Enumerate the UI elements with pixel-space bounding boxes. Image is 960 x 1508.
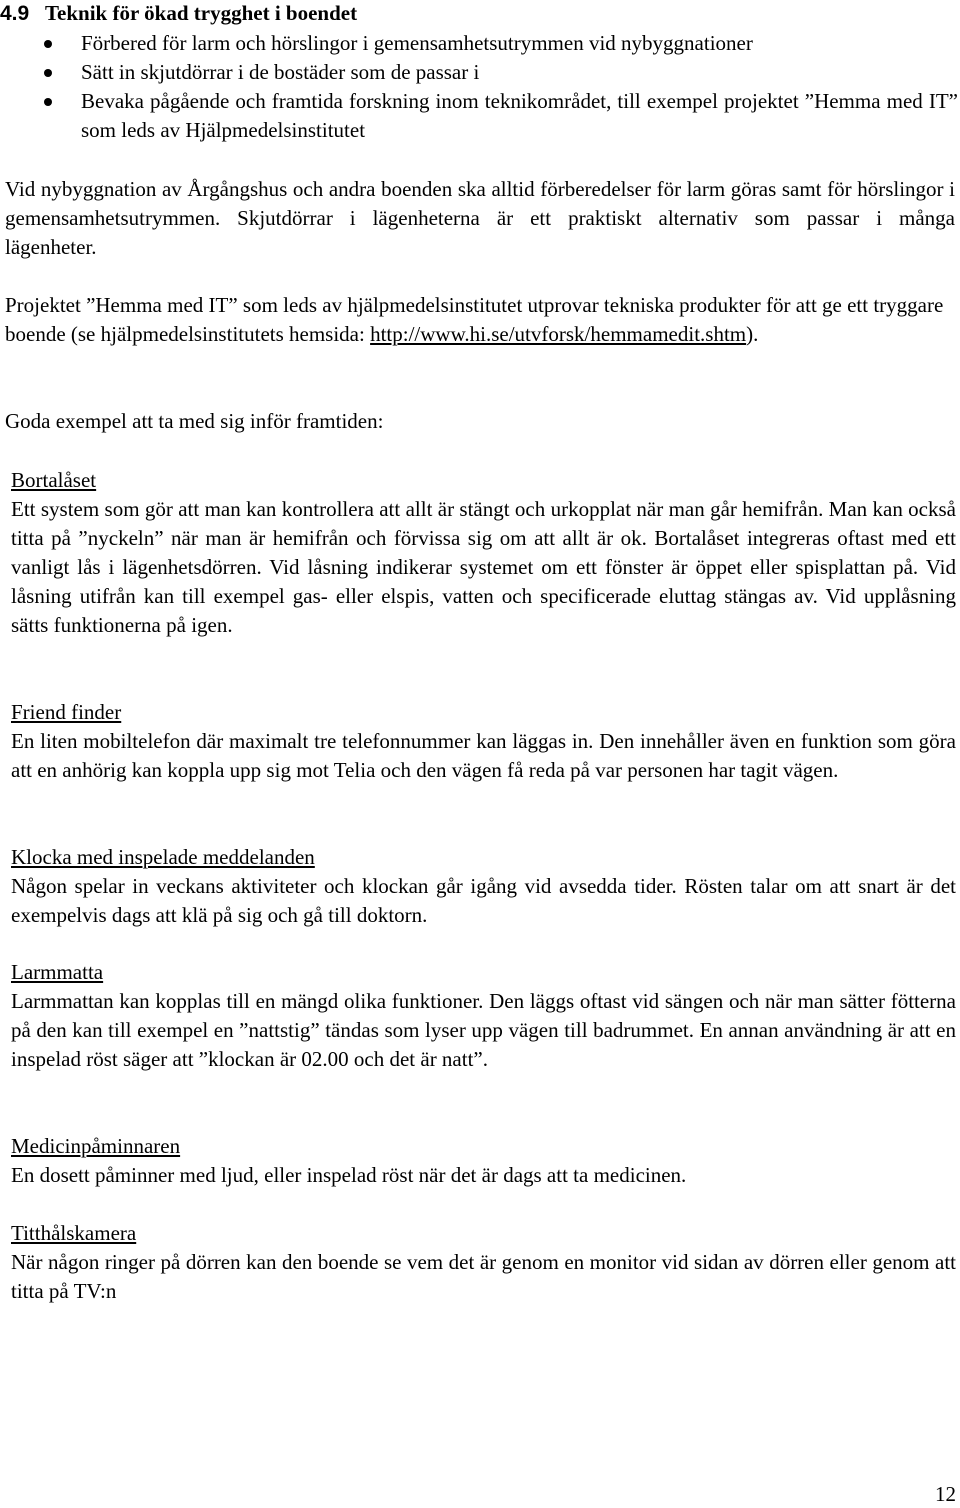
example-item-friend-finder — [11, 698, 956, 785]
section-number: 4.9 — [0, 2, 30, 25]
example-item-larmmatta — [11, 958, 956, 1074]
example-title: Medicinpåminnaren — [11, 1134, 181, 1158]
intro-text-part1: Vid nybyggnation av Årgångshus och andra boenden ska alltid förberedelser för larm göras samt för hörslingor i gemensamhetsutrymmen. — [5, 177, 955, 230]
list-item: Sätt in skjutdörrar i de bostäder som de passar i — [0, 58, 958, 87]
example-description: Någon spelar in veckans aktiviteter och klockan går igång vid avsedda tider. Rösten talar om att snart är det exempelvis dags att klä på sig och gå till doktorn. — [11, 874, 956, 927]
example-title: Klocka med inspelade meddelanden — [11, 845, 315, 869]
list-item: Bevaka pågående och framtida forskning inom teknikområdet, till exempel projektet ”Hemma med IT” som leds av Hjälpmedelsinstitutet — [0, 87, 958, 145]
example-title: Titthålskamera — [11, 1221, 137, 1245]
section-heading — [0, 0, 357, 27]
example-item-medicinpaminnaren — [11, 1132, 956, 1190]
examples-intro: Goda exempel att ta med sig inför framtiden: — [5, 409, 384, 433]
section-title: Teknik för ökad trygghet i boendet — [44, 1, 358, 25]
example-item-klocka — [11, 843, 956, 930]
example-description: En dosett påminner med ljud, eller inspelad röst när det är dags att ta medicinen. — [11, 1163, 687, 1187]
example-item-bortalaset — [11, 466, 956, 640]
example-item-titthalskamera — [11, 1219, 956, 1306]
project-link[interactable]: http://www.hi.se/utvforsk/hemmamedit.shtm — [370, 322, 747, 346]
recommendation-list — [0, 29, 958, 145]
project-text-end: ). — [746, 322, 759, 346]
example-description: En liten mobiltelefon där maximalt tre telefonnummer kan läggas in. Den innehåller även en funktion som göra att en anhörig kan koppla upp sig mot Telia och den vägen få reda på var personen har tagit vägen. — [11, 729, 956, 782]
example-description: Ett system som gör att man kan kontrollera att allt är stängt och urkopplat när man går hemifrån. Man kan också titta på ”nyckeln” när man är hemifrån och förvissa sig om att allt är ok. Bortalåset integreras oftast med ett vanligt lås i lägenhetsdörren. Vid låsning indikerar systemet om ett fönster är öppet eller spisplattan på. Vid låsning utifrån kan till exempel gas- eller elspis, vatten och specificerade eluttag stängas av. Vid upplåsning sätts funktionerna på igen. — [11, 497, 956, 637]
page-number: 12 — [935, 1482, 956, 1506]
project-paragraph — [5, 291, 955, 349]
example-description: När någon ringer på dörren kan den boende se vem det är genom en monitor vid sidan av dörren eller genom att titta på TV:n — [11, 1250, 956, 1303]
project-text: Projektet ”Hemma med IT” som leds av hjälpmedelsinstitutet utprovar tekniska produkter för att ge ett tryggare boende (se hjälpmedelsinstitutets hemsida: — [5, 293, 944, 346]
intro-paragraph — [5, 175, 955, 262]
example-title: Friend finder — [11, 700, 122, 724]
example-title: Larmmatta — [11, 960, 104, 984]
intro-text-part2: Skjutdörrar i lägenheterna är ett praktiskt alternativ som passar i många lägenheter. — [5, 206, 955, 259]
example-title: Bortalåset — [11, 468, 97, 492]
example-description: Larmmattan kan kopplas till en mängd olika funktioner. Den läggs oftast vid sängen och när man sätter fötterna på den kan till exempel en ”nattstig” tändas som lyser upp vägen till badrummet. En annan användning är att en inspelad röst säger att ”klockan är 02.00 och det är natt”. — [11, 989, 956, 1071]
list-item: Förbered för larm och hörslingor i gemensamhetsutrymmen vid nybyggnationer — [0, 29, 958, 58]
